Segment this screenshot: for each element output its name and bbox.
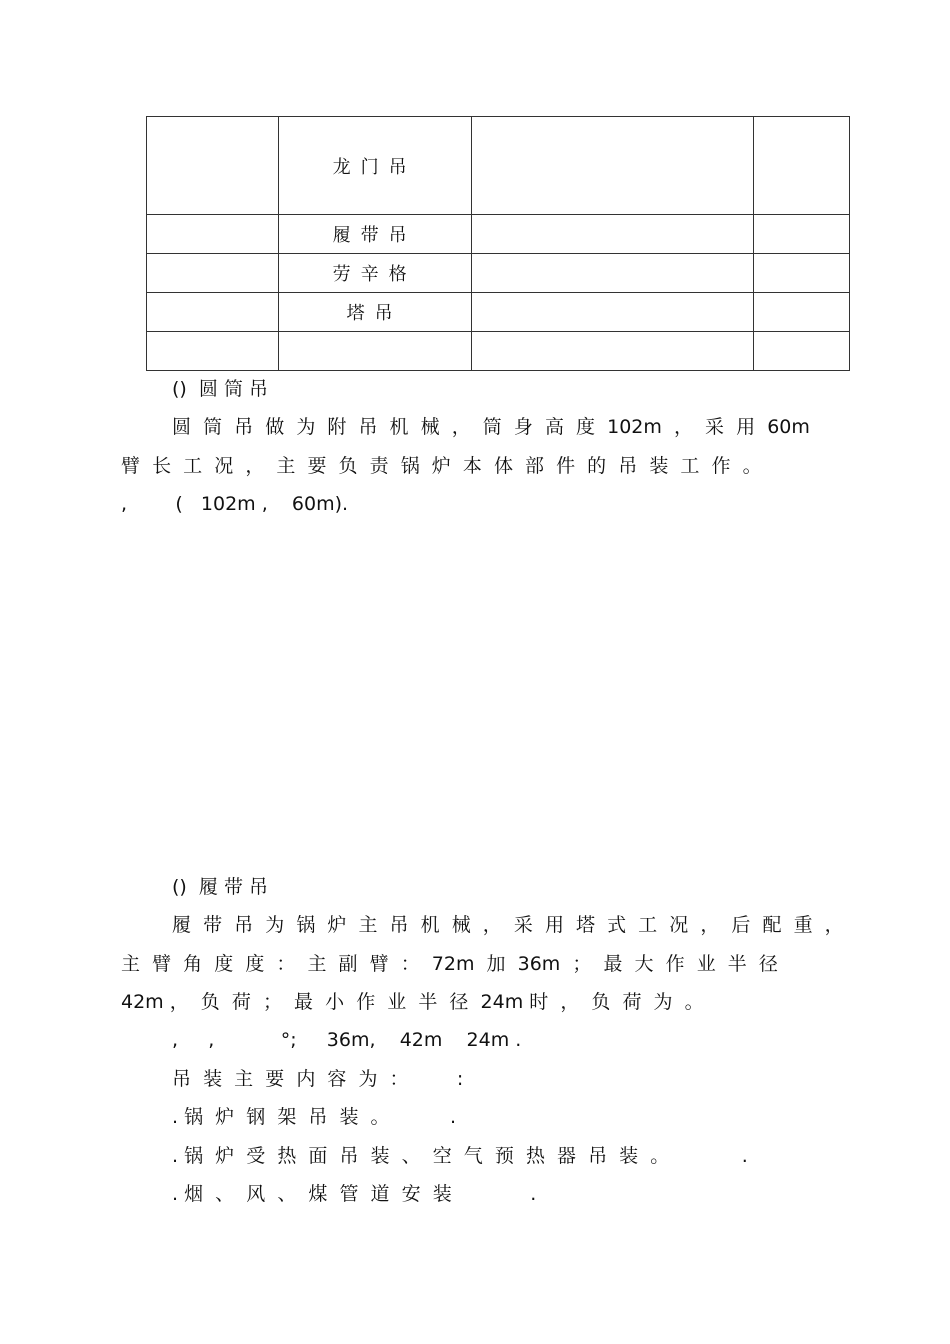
paragraph-line: 吊 装 主 要 内 容 为 ： : [172,1068,464,1090]
table-row [147,117,850,215]
list-item: . 锅 炉 钢 架 吊 装 。 . [172,1106,456,1128]
table-cell [147,332,279,371]
table-cell [278,332,471,371]
table-row [147,293,850,332]
table-cell: 劳辛格 [278,254,471,293]
table-cell [471,332,754,371]
list-item: . 烟 、 风 、 煤 管 道 安 装 . [172,1183,537,1205]
table-cell [147,117,279,215]
table-cell [471,254,754,293]
paragraph-line: 42m ， 负 荷 ； 最 小 作 业 半 径 24m 时 ， 负 荷 为 。 [121,991,704,1013]
section-heading-cylinder-crane: () 圆 筒 吊 [172,378,268,400]
table-cell: 塔吊 [278,293,471,332]
section-heading-crawler-crane: () 履 带 吊 [172,876,268,898]
paragraph-line: 主 臂 角 度 度 ： 主 副 臂 ： 72m 加 36m ； 最 大 作 业 半 径 [121,953,778,975]
table-row [147,332,850,371]
paragraph-line: , , °; 36m, 42m 24m . [172,1029,522,1051]
paragraph-line: , ( 102m , 60m). [121,493,349,515]
table-cell [754,117,850,215]
table-cell [471,293,754,332]
table-cell [471,215,754,254]
table-row [147,254,850,293]
list-item: . 锅 炉 受 热 面 吊 装 、 空 气 预 热 器 吊 装 。 . [172,1145,748,1167]
table-cell [754,293,850,332]
table-cell [471,117,754,215]
table-cell [754,254,850,293]
paragraph-line: 圆 筒 吊 做 为 附 吊 机 械 ， 筒 身 高 度 102m ， 采 用 60m [172,416,810,438]
table-cell [147,254,279,293]
paragraph-line: 履 带 吊 为 锅 炉 主 吊 机 械 ， 采 用 塔 式 工 况 ， 后 配 重 ， [172,914,844,936]
table-cell: 履带吊 [278,215,471,254]
table-cell [754,215,850,254]
table-cell [147,215,279,254]
table-cell [754,332,850,371]
table-cell: 龙门吊 [278,117,471,215]
table-cell [147,293,279,332]
crane-table [146,116,850,371]
table-row [147,215,850,254]
paragraph-line: 臂 长 工 况 ， 主 要 负 责 锅 炉 本 体 部 件 的 吊 装 工 作 。 [121,455,762,477]
